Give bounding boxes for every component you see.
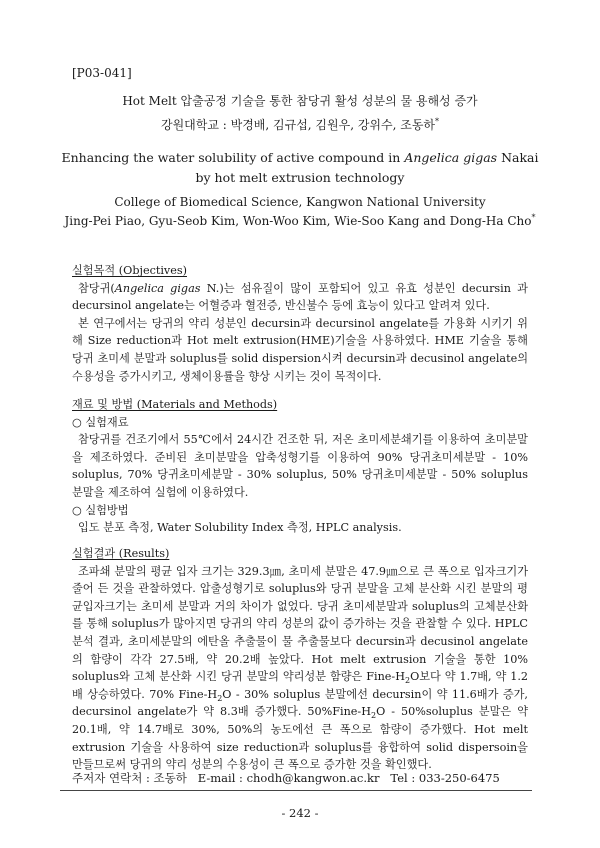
results-sub-a: 2 [404,676,411,686]
korean-authors [0,116,600,133]
results-text-4: O - 50%soluplus 분말은 약 20.1배, 약 14.7배로 30%, 50%의 농도에선 큰 폭으로 함량이 증가했다. Hot melt extrusion 기술을 사용하여 size reduction과 soluplus를 융합하여 solid dispersoin을 만들므로써 당귀의 약리 성분의 수용성이 큰 폭으로 증가한 것을 확인했다. [72,705,529,772]
methods-paragraph-methods: 입도 분포 측정, Water Solubility Index 측정, HPLC analysis. [78,521,402,535]
objectives-paragraph-1 [72,280,528,315]
results-text-1: 조파쇄 분말의 평균 입자 크기는 329.3㎛, 초미세 분말은 47.9㎛으로 큰 폭으로 입자크기가 줄어 든 것을 관찰하였다. 압출성형기로 soluplus와 당귀 분말을 고체 분산화 시킨 분말의 평균입자크기는 초미세 분말과 거의 차이가 없었다. 당귀 초미세분말과 soluplus의 고체분산화를 통해 soluplus가 많아지면 당귀의 약리 성분의 값이 증가하는 것을 관찰할 수 있다. HPLC 분석 결과, 초미세분말의 에탄올 추출물이 물 추출물보다 decursin과 decusinol angelate의 함량이 각각 27.5배, 약 20.2배 높았다. Hot melt extrusion 기술을 통한 10% soluplus와 고체 분산화 시킨 당귀 분말의 약리성분 함량은 Fine-H [72,564,528,684]
english-authors-text: Jing-Pei Piao, Gyu-Seob Kim, Won-Woo Kim, Wie-Soo Kang and Dong-Ha Cho [64,214,532,228]
corresponding-mark: * [435,117,440,126]
english-title-part1: Enhancing the water solubility of active compound in [61,150,405,165]
abstract-code: [P03-041] [72,66,132,80]
affiliation: College of Biomedical Science, Kangwon National University [114,195,486,209]
objectives-p1-a: 참당귀( [78,281,115,295]
methods-heading: 재료 및 방법 (Materials and Methods) [72,398,278,411]
methods-subheading-materials: ○ 실험재료 [72,415,129,429]
corresponding-mark-en: * [531,213,536,222]
species-name: Angelica gigas [404,150,498,165]
page-number: - 242 - [281,806,319,820]
english-authors [0,214,600,228]
korean-authors-text: 강원대학교 : 박경배, 김규섭, 김원우, 강위수, 조동하 [160,118,436,132]
footer-divider [60,790,532,791]
methods-section [72,396,528,537]
methods-paragraph-materials: 참당귀를 건조기에서 55℃에서 24시간 건조한 뒤, 저온 초미세분쇄기를 이용하여 초미분말을 제조하였다. 준비된 초미분말을 압축성형기를 이용하여 90% 당귀초미세분말 - 10% soluplus, 70% 당귀초미세분말 - 30% soluplus, 50% 당귀초미세분말 - 50% soluplus 분말을 제조하여 실험에 이용하였다. [72,433,528,499]
objectives-section [72,262,528,385]
results-text-3: O - 30% soluplus 분말에선 decursin이 약 11.6배가 증가, decursinol angelate가 약 8.3배 증가했다. 50%Fine-H [72,687,528,719]
objectives-p1-b: N.)는 섬유질이 많이 포함되어 있고 유효 성분인 decursin 과 decursinol angelate는 어혈증과 혈전증, 반신불수 등에 효능이 있다고 알려져 있다. [72,281,528,313]
english-title-part2: Nakai by hot melt extrusion technology [195,150,539,185]
results-section [72,545,528,774]
contact-info: 주저자 연락처 : 조동하 E-mail : chodh@kangwon.ac.kr Tel : 033-250-6475 [72,771,500,785]
objectives-paragraph-2: 본 연구에서는 당귀의 약리 성분인 decursin과 decursinol angelate를 가용화 시키기 위해 Size reduction과 Hot melt extrusion(HME)기술을 사용하였다. HME 기술을 통해 당귀 초미세 분말과 soluplus를 solid dispersion시켜 decursin과 decusinol angelate의 수용성을 증가시키고, 생체이용률을 향상 시키는 것이 목적이다. [72,316,528,383]
results-heading: 실험결과 (Results) [72,547,170,560]
results-paragraph [72,563,528,774]
methods-subheading-methods: ○ 실험방법 [72,503,129,517]
korean-title: Hot Melt 압출공정 기술을 통한 참당귀 활성 성분의 물 용해성 증가 [122,94,478,108]
results-sub-b: 2 [217,693,223,703]
objectives-heading: 실험목적 (Objectives) [72,264,187,277]
objectives-species: Angelica gigas [114,281,201,295]
english-title [60,148,540,188]
results-text-2: O보다 약 1.7배, 약 1.2배 상승하였다. 70% Fine-H [72,670,528,701]
results-sub-c: 2 [370,711,377,721]
